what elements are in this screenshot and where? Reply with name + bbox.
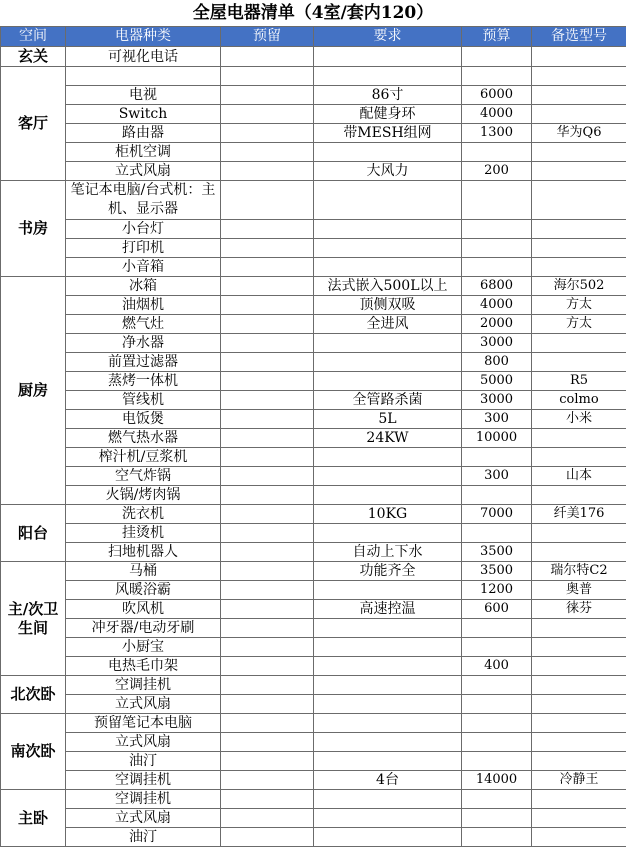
cell-reserve[interactable]: [221, 828, 314, 847]
cell-model[interactable]: [532, 809, 626, 828]
cell-reserve[interactable]: [221, 47, 314, 67]
table-row: [1, 657, 626, 676]
cell-reserve[interactable]: [221, 143, 314, 162]
cell-requirement[interactable]: [314, 714, 462, 733]
cell-requirement[interactable]: [314, 181, 462, 220]
table-row: [1, 619, 626, 638]
table-row: [1, 47, 626, 67]
table-row: [1, 600, 626, 619]
cell-requirement[interactable]: 大风力: [314, 162, 462, 181]
cell-budget[interactable]: 1200: [462, 581, 532, 600]
cell-budget[interactable]: [462, 733, 532, 752]
cell-budget[interactable]: 400: [462, 657, 532, 676]
cell-reserve[interactable]: [221, 543, 314, 562]
cell-appliance[interactable]: 管线机: [66, 391, 221, 410]
cell-appliance[interactable]: 小厨宝: [66, 638, 221, 657]
cell-requirement[interactable]: [314, 581, 462, 600]
cell-model[interactable]: [532, 828, 626, 847]
table-row: [1, 809, 626, 828]
table-row: [1, 581, 626, 600]
cell-reserve[interactable]: [221, 86, 314, 105]
cell-model[interactable]: [532, 334, 626, 353]
cell-requirement[interactable]: [314, 809, 462, 828]
cell-model[interactable]: [532, 752, 626, 771]
cell-reserve[interactable]: [221, 486, 314, 505]
cell-reserve[interactable]: [221, 695, 314, 714]
cell-requirement[interactable]: [314, 353, 462, 372]
table-row: [1, 391, 626, 410]
cell-appliance[interactable]: 立式风扇: [66, 695, 221, 714]
cell-model[interactable]: 山本: [532, 467, 626, 486]
cell-budget[interactable]: 6800: [462, 277, 532, 296]
cell-appliance[interactable]: 小台灯: [66, 220, 221, 239]
cell-requirement[interactable]: [314, 828, 462, 847]
cell-appliance[interactable]: 立式风扇: [66, 809, 221, 828]
cell-requirement[interactable]: [314, 619, 462, 638]
cell-requirement[interactable]: [314, 239, 462, 258]
cell-budget[interactable]: [462, 258, 532, 277]
cell-budget[interactable]: 2000: [462, 315, 532, 334]
cell-model[interactable]: [532, 714, 626, 733]
table-row: [1, 524, 626, 543]
cell-requirement[interactable]: 86寸: [314, 86, 462, 105]
cell-model[interactable]: [532, 105, 626, 124]
cell-budget[interactable]: 6000: [462, 86, 532, 105]
cell-budget[interactable]: 7000: [462, 505, 532, 524]
cell-requirement[interactable]: 带MESH组网: [314, 124, 462, 143]
cell-space[interactable]: 主卧: [1, 790, 66, 847]
cell-space[interactable]: 北次卧: [1, 676, 66, 714]
cell-appliance[interactable]: 火锅/烤肉锅: [66, 486, 221, 505]
table-row: [1, 676, 626, 695]
header-reserve[interactable]: 预留: [221, 27, 314, 47]
cell-model[interactable]: [532, 67, 626, 86]
cell-requirement[interactable]: [314, 695, 462, 714]
cell-budget[interactable]: 3000: [462, 391, 532, 410]
table-row: [1, 181, 626, 220]
cell-requirement[interactable]: [314, 67, 462, 86]
cell-appliance[interactable]: 小音箱: [66, 258, 221, 277]
cell-budget[interactable]: [462, 619, 532, 638]
cell-appliance[interactable]: 路由器: [66, 124, 221, 143]
cell-appliance[interactable]: 蒸烤一体机: [66, 372, 221, 391]
cell-reserve[interactable]: [221, 105, 314, 124]
cell-model[interactable]: [532, 657, 626, 676]
cell-appliance[interactable]: 空气炸锅: [66, 467, 221, 486]
cell-model[interactable]: [532, 695, 626, 714]
cell-requirement[interactable]: 全管路杀菌: [314, 391, 462, 410]
cell-reserve[interactable]: [221, 353, 314, 372]
cell-budget[interactable]: 200: [462, 162, 532, 181]
table-row: [1, 828, 626, 847]
cell-appliance[interactable]: 立式风扇: [66, 162, 221, 181]
cell-model[interactable]: [532, 486, 626, 505]
cell-budget[interactable]: 800: [462, 353, 532, 372]
cell-reserve[interactable]: [221, 391, 314, 410]
cell-reserve[interactable]: [221, 372, 314, 391]
cell-model[interactable]: [532, 143, 626, 162]
cell-appliance[interactable]: 电视: [66, 86, 221, 105]
cell-model[interactable]: [532, 619, 626, 638]
cell-appliance[interactable]: 净水器: [66, 334, 221, 353]
cell-appliance[interactable]: 笔记本电脑/台式机：主机、显示器: [66, 181, 221, 220]
cell-requirement[interactable]: 24KW: [314, 429, 462, 448]
cell-model[interactable]: [532, 448, 626, 467]
cell-space[interactable]: 客厅: [1, 67, 66, 181]
cell-reserve[interactable]: [221, 600, 314, 619]
table-row: [1, 543, 626, 562]
table-row: [1, 714, 626, 733]
cell-model[interactable]: [532, 676, 626, 695]
table-row: [1, 372, 626, 391]
header-requirement[interactable]: 要求: [314, 27, 462, 47]
cell-reserve[interactable]: [221, 334, 314, 353]
cell-budget[interactable]: [462, 695, 532, 714]
cell-appliance[interactable]: 打印机: [66, 239, 221, 258]
table-row: [1, 67, 626, 86]
cell-appliance[interactable]: 前置过滤器: [66, 353, 221, 372]
header-row: [1, 27, 626, 47]
table-row: [1, 486, 626, 505]
cell-requirement[interactable]: [314, 47, 462, 67]
cell-budget[interactable]: 4000: [462, 105, 532, 124]
cell-appliance[interactable]: 电饭煲: [66, 410, 221, 429]
table-row: [1, 562, 626, 581]
cell-budget[interactable]: [462, 676, 532, 695]
cell-budget[interactable]: 600: [462, 600, 532, 619]
table-row: [1, 695, 626, 714]
cell-model[interactable]: 海尔502: [532, 277, 626, 296]
cell-model[interactable]: [532, 733, 626, 752]
cell-reserve[interactable]: [221, 67, 314, 86]
cell-budget[interactable]: [462, 181, 532, 220]
cell-appliance[interactable]: 柜机空调: [66, 143, 221, 162]
cell-model[interactable]: [532, 86, 626, 105]
cell-reserve[interactable]: [221, 752, 314, 771]
cell-reserve[interactable]: [221, 562, 314, 581]
cell-reserve[interactable]: [221, 315, 314, 334]
table-row: [1, 467, 626, 486]
cell-appliance[interactable]: 电热毛巾架: [66, 657, 221, 676]
cell-appliance[interactable]: 冰箱: [66, 277, 221, 296]
cell-appliance[interactable]: 油汀: [66, 752, 221, 771]
appliance-table: [0, 26, 626, 847]
cell-appliance[interactable]: 空调挂机: [66, 676, 221, 695]
table-row: [1, 771, 626, 790]
cell-requirement[interactable]: [314, 486, 462, 505]
cell-requirement[interactable]: [314, 143, 462, 162]
cell-requirement[interactable]: [314, 733, 462, 752]
cell-appliance[interactable]: 燃气灶: [66, 315, 221, 334]
table-row: [1, 220, 626, 239]
header-model[interactable]: 备选型号: [532, 27, 626, 47]
cell-budget[interactable]: [462, 790, 532, 809]
cell-model[interactable]: 纤美176: [532, 505, 626, 524]
cell-reserve[interactable]: [221, 429, 314, 448]
cell-requirement[interactable]: 4台: [314, 771, 462, 790]
cell-budget[interactable]: [462, 524, 532, 543]
cell-budget[interactable]: 10000: [462, 429, 532, 448]
cell-requirement[interactable]: [314, 676, 462, 695]
sheet-title: 全屋电器清单（4室/套内120）: [0, 0, 626, 26]
cell-requirement[interactable]: [314, 467, 462, 486]
cell-space[interactable]: 书房: [1, 181, 66, 277]
cell-budget[interactable]: [462, 752, 532, 771]
cell-appliance[interactable]: 挂烫机: [66, 524, 221, 543]
cell-budget[interactable]: 300: [462, 467, 532, 486]
cell-requirement[interactable]: 法式嵌入500L以上: [314, 277, 462, 296]
cell-budget[interactable]: [462, 47, 532, 67]
cell-reserve[interactable]: [221, 809, 314, 828]
cell-model[interactable]: [532, 162, 626, 181]
cell-requirement[interactable]: 10KG: [314, 505, 462, 524]
cell-appliance[interactable]: 吹风机: [66, 600, 221, 619]
header-budget[interactable]: 预算: [462, 27, 532, 47]
cell-appliance[interactable]: 空调挂机: [66, 790, 221, 809]
table-row: [1, 448, 626, 467]
cell-model[interactable]: [532, 220, 626, 239]
cell-budget[interactable]: [462, 239, 532, 258]
table-row: [1, 505, 626, 524]
table-row: [1, 790, 626, 809]
table-body: [1, 47, 626, 847]
table-row: [1, 105, 626, 124]
table-row: [1, 143, 626, 162]
table-row: [1, 752, 626, 771]
cell-model[interactable]: [532, 47, 626, 67]
cell-space[interactable]: 主/次卫生间: [1, 562, 66, 676]
cell-reserve[interactable]: [221, 790, 314, 809]
cell-reserve[interactable]: [221, 124, 314, 143]
cell-appliance[interactable]: 扫地机器人: [66, 543, 221, 562]
cell-requirement[interactable]: 全进风: [314, 315, 462, 334]
cell-model[interactable]: 华为Q6: [532, 124, 626, 143]
cell-model[interactable]: [532, 638, 626, 657]
cell-budget[interactable]: [462, 809, 532, 828]
cell-reserve[interactable]: [221, 239, 314, 258]
cell-reserve[interactable]: [221, 181, 314, 220]
table-row: [1, 296, 626, 315]
cell-requirement[interactable]: 配健身环: [314, 105, 462, 124]
cell-reserve[interactable]: [221, 676, 314, 695]
cell-budget[interactable]: [462, 67, 532, 86]
cell-appliance[interactable]: 油烟机: [66, 296, 221, 315]
cell-budget[interactable]: [462, 638, 532, 657]
cell-appliance[interactable]: 马桶: [66, 562, 221, 581]
table-row: [1, 124, 626, 143]
table-row: [1, 258, 626, 277]
cell-budget[interactable]: [462, 486, 532, 505]
cell-space[interactable]: 南次卧: [1, 714, 66, 790]
cell-reserve[interactable]: [221, 619, 314, 638]
cell-budget[interactable]: 4000: [462, 296, 532, 315]
cell-requirement[interactable]: [314, 524, 462, 543]
cell-reserve[interactable]: [221, 657, 314, 676]
cell-budget[interactable]: 3000: [462, 334, 532, 353]
cell-model[interactable]: 徕芬: [532, 600, 626, 619]
cell-requirement[interactable]: 高速控温: [314, 600, 462, 619]
header-space[interactable]: 空间: [1, 27, 66, 47]
cell-appliance[interactable]: 立式风扇: [66, 733, 221, 752]
cell-reserve[interactable]: [221, 220, 314, 239]
cell-model[interactable]: 瑞尔特C2: [532, 562, 626, 581]
cell-appliance[interactable]: 空调挂机: [66, 771, 221, 790]
cell-appliance[interactable]: 油汀: [66, 828, 221, 847]
cell-appliance[interactable]: Switch: [66, 105, 221, 124]
table-row: [1, 334, 626, 353]
cell-reserve[interactable]: [221, 448, 314, 467]
cell-requirement[interactable]: [314, 752, 462, 771]
header-type[interactable]: 电器种类: [66, 27, 221, 47]
cell-requirement[interactable]: 5L: [314, 410, 462, 429]
cell-budget[interactable]: [462, 143, 532, 162]
cell-requirement[interactable]: [314, 448, 462, 467]
cell-appliance[interactable]: 洗衣机: [66, 505, 221, 524]
cell-model[interactable]: 奥普: [532, 581, 626, 600]
cell-reserve[interactable]: [221, 296, 314, 315]
cell-reserve[interactable]: [221, 581, 314, 600]
cell-space[interactable]: 厨房: [1, 277, 66, 505]
cell-reserve[interactable]: [221, 277, 314, 296]
table-row: [1, 277, 626, 296]
cell-requirement[interactable]: [314, 372, 462, 391]
cell-model[interactable]: 冷静王: [532, 771, 626, 790]
cell-appliance[interactable]: 燃气热水器: [66, 429, 221, 448]
cell-budget[interactable]: 3500: [462, 562, 532, 581]
cell-requirement[interactable]: 功能齐全: [314, 562, 462, 581]
cell-budget[interactable]: [462, 448, 532, 467]
table-row: [1, 429, 626, 448]
cell-appliance[interactable]: [66, 67, 221, 86]
table-row: [1, 162, 626, 181]
cell-budget[interactable]: [462, 714, 532, 733]
cell-appliance[interactable]: 可视化电话: [66, 47, 221, 67]
cell-reserve[interactable]: [221, 505, 314, 524]
table-row: [1, 315, 626, 334]
cell-model[interactable]: [532, 790, 626, 809]
cell-reserve[interactable]: [221, 733, 314, 752]
cell-model[interactable]: 小米: [532, 410, 626, 429]
table-row: [1, 638, 626, 657]
cell-model[interactable]: 方太: [532, 315, 626, 334]
cell-appliance[interactable]: 冲牙器/电动牙刷: [66, 619, 221, 638]
cell-model[interactable]: [532, 429, 626, 448]
cell-requirement[interactable]: [314, 258, 462, 277]
cell-requirement[interactable]: [314, 790, 462, 809]
cell-model[interactable]: [532, 258, 626, 277]
cell-reserve[interactable]: [221, 714, 314, 733]
table-row: [1, 239, 626, 258]
cell-reserve[interactable]: [221, 771, 314, 790]
cell-requirement[interactable]: [314, 220, 462, 239]
cell-reserve[interactable]: [221, 410, 314, 429]
cell-budget[interactable]: 5000: [462, 372, 532, 391]
cell-budget[interactable]: 14000: [462, 771, 532, 790]
cell-space[interactable]: 玄关: [1, 47, 66, 67]
cell-budget[interactable]: 300: [462, 410, 532, 429]
cell-reserve[interactable]: [221, 524, 314, 543]
cell-model[interactable]: [532, 353, 626, 372]
cell-model[interactable]: [532, 239, 626, 258]
cell-budget[interactable]: [462, 220, 532, 239]
cell-budget[interactable]: 3500: [462, 543, 532, 562]
cell-requirement[interactable]: 顶侧双吸: [314, 296, 462, 315]
cell-requirement[interactable]: [314, 657, 462, 676]
cell-model[interactable]: [532, 543, 626, 562]
table-row: [1, 410, 626, 429]
cell-model[interactable]: R5: [532, 372, 626, 391]
cell-space[interactable]: 阳台: [1, 505, 66, 562]
cell-reserve[interactable]: [221, 467, 314, 486]
cell-reserve[interactable]: [221, 638, 314, 657]
cell-budget[interactable]: [462, 828, 532, 847]
cell-appliance[interactable]: 风暖浴霸: [66, 581, 221, 600]
table-row: [1, 733, 626, 752]
table-row: [1, 86, 626, 105]
cell-requirement[interactable]: [314, 334, 462, 353]
table-row: [1, 353, 626, 372]
cell-reserve[interactable]: [221, 258, 314, 277]
cell-model[interactable]: [532, 181, 626, 220]
cell-requirement[interactable]: [314, 638, 462, 657]
cell-model[interactable]: [532, 524, 626, 543]
cell-budget[interactable]: 1300: [462, 124, 532, 143]
cell-appliance[interactable]: 榨汁机/豆浆机: [66, 448, 221, 467]
cell-model[interactable]: colmo: [532, 391, 626, 410]
cell-appliance[interactable]: 预留笔记本电脑: [66, 714, 221, 733]
cell-reserve[interactable]: [221, 162, 314, 181]
cell-requirement[interactable]: 自动上下水: [314, 543, 462, 562]
cell-model[interactable]: 方太: [532, 296, 626, 315]
